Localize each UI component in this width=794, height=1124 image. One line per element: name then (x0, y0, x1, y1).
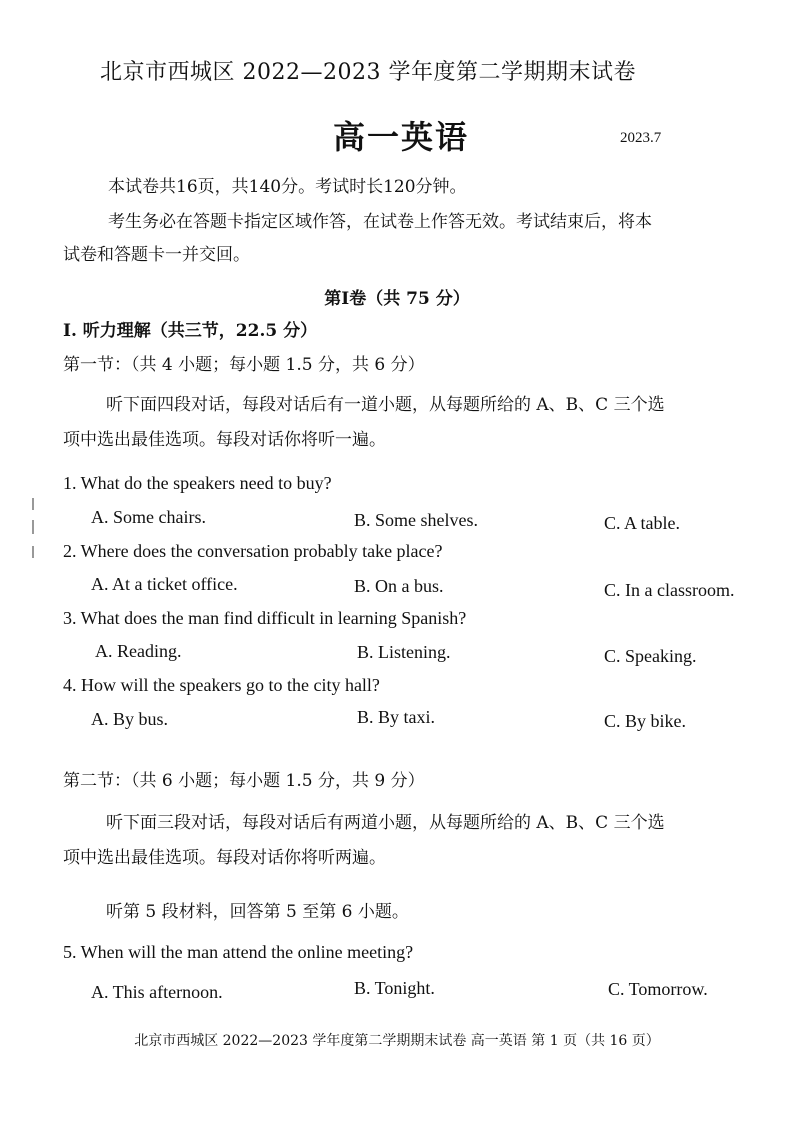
margin-tick (32, 546, 34, 558)
question-5-option-c: C. Tomorrow. (608, 979, 708, 999)
question-3-option-a: A. Reading. (95, 641, 182, 661)
margin-tick (32, 520, 34, 534)
section1-title: 第一节：（共 4 小题；每小题 1.5 分，共 6 分） (63, 355, 425, 375)
exam-date: 2023.7 (620, 130, 662, 146)
part-title: 第Ⅰ卷（共 75 分） (324, 289, 470, 309)
question-2-option-b: B. On a bus. (354, 576, 444, 596)
question-2-option-c: C. In a classroom. (604, 580, 735, 600)
question-1-stem: 1. What do the speakers need to buy? (63, 473, 332, 493)
question-1-option-a: A. Some chairs. (91, 507, 206, 527)
page-footer: 北京市西城区 2022—2023 学年度第二学期期末试卷 高一英语 第 1 页（共 16 页） (134, 1033, 660, 1049)
section2-instruction-2: 项中选出最佳选项。每段对话你将听两遍。 (63, 848, 386, 868)
question-4-option-b: B. By taxi. (357, 707, 436, 727)
question-3-option-c: C. Speaking. (604, 646, 697, 666)
section1-instruction-2: 项中选出最佳选项。每段对话你将听一遍。 (63, 430, 386, 450)
subject-title: 高一英语 (333, 118, 470, 156)
question-2-stem: 2. Where does the conversation probably take place? (63, 541, 443, 561)
section2-title: 第二节：（共 6 小题；每小题 1.5 分，共 9 分） (63, 771, 425, 791)
margin-tick (32, 498, 34, 510)
question-1-option-c: C. A table. (604, 513, 680, 533)
question-5-option-a: A. This afternoon. (91, 982, 223, 1002)
intro-line-3: 试卷和答题卡一并交回。 (63, 245, 250, 265)
intro-line-1: 本试卷共16页，共140分。考试时长120分钟。 (108, 177, 467, 197)
question-5-stem: 5. When will the man attend the online meeting? (63, 942, 414, 962)
section2-material-instruction: 听第 5 段材料，回答第 5 至第 6 小题。 (106, 902, 409, 922)
section2-instruction-1: 听下面三段对话，每段对话后有两道小题，从每题所给的 A、B、C 三个选 (106, 813, 665, 833)
question-3-stem: 3. What does the man find difficult in learning Spanish? (63, 608, 467, 628)
question-2-option-a: A. At a ticket office. (91, 574, 238, 594)
question-4-option-c: C. By bike. (604, 711, 687, 731)
question-4-stem: 4. How will the speakers go to the city hall? (63, 675, 380, 695)
exam-header-title: 北京市西城区 2022—2023 学年度第二学期期末试卷 (100, 60, 636, 85)
listening-title: I. 听力理解（共三节，22.5 分） (63, 321, 318, 341)
section1-instruction-1: 听下面四段对话，每段对话后有一道小题，从每题所给的 A、B、C 三个选 (106, 395, 665, 415)
intro-line-2: 考生务必在答题卡指定区域作答，在试卷上作答无效。考试结束后，将本 (108, 212, 652, 232)
question-5-option-b: B. Tonight. (354, 978, 435, 998)
question-1-option-b: B. Some shelves. (354, 510, 478, 530)
question-4-option-a: A. By bus. (91, 709, 169, 729)
question-3-option-b: B. Listening. (357, 642, 451, 662)
